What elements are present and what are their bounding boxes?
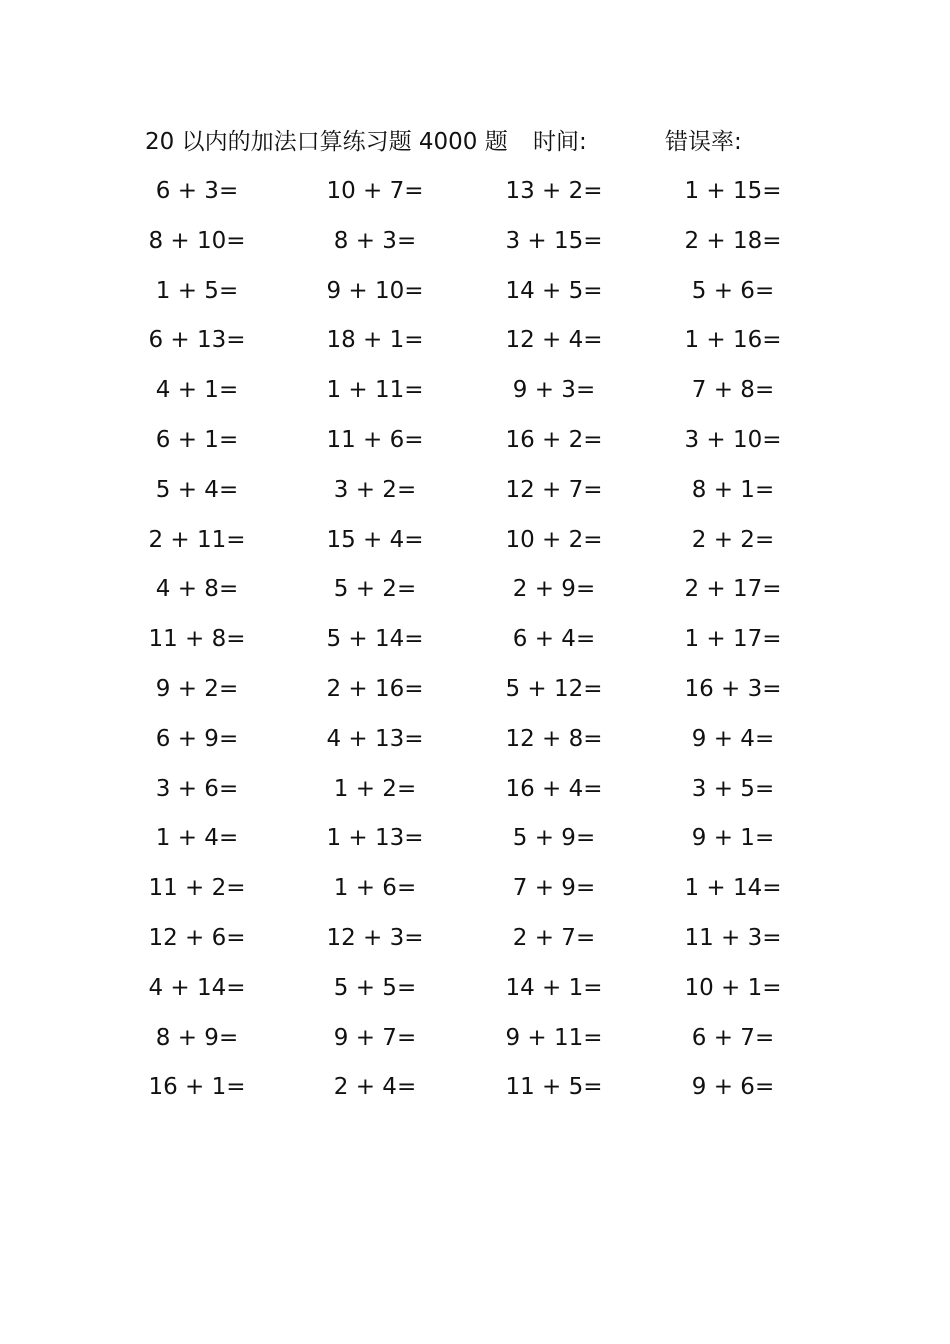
problem-row xyxy=(0,869,950,919)
problem-item: 4 + 1= xyxy=(155,377,239,404)
problem-item: 9 + 4= xyxy=(691,725,775,752)
problem-item: 6 + 4= xyxy=(512,626,596,653)
problem-item: 6 + 3= xyxy=(155,178,239,204)
problem-item: 10 + 1= xyxy=(684,974,782,1001)
problem-item: 1 + 14= xyxy=(684,875,782,902)
problem-item: 8 + 3= xyxy=(333,227,417,254)
problem-item: 9 + 6= xyxy=(691,1074,775,1101)
problem-item: 7 + 9= xyxy=(512,875,596,902)
problem-item: 1 + 17= xyxy=(684,626,782,653)
problem-item: 2 + 16= xyxy=(326,675,424,702)
problem-item: 11 + 5= xyxy=(505,1074,603,1101)
problem-row xyxy=(0,172,950,222)
problem-item: 3 + 5= xyxy=(691,775,775,802)
problem-item: 2 + 7= xyxy=(512,924,596,951)
problem-item: 18 + 1= xyxy=(326,327,424,354)
problem-item: 3 + 15= xyxy=(505,227,603,254)
problem-row xyxy=(0,670,950,720)
problem-item: 1 + 4= xyxy=(155,825,239,852)
problem-row xyxy=(0,222,950,272)
problem-row xyxy=(0,969,950,1019)
problem-item: 1 + 16= xyxy=(684,327,782,354)
problem-item: 12 + 7= xyxy=(505,476,603,503)
problem-item: 9 + 7= xyxy=(333,1024,417,1051)
problem-item: 9 + 10= xyxy=(326,277,424,304)
problem-item: 16 + 1= xyxy=(148,1074,246,1101)
problem-item: 6 + 13= xyxy=(148,327,246,354)
problem-item: 6 + 9= xyxy=(155,725,239,752)
problem-item: 4 + 14= xyxy=(148,974,246,1001)
problem-item: 4 + 8= xyxy=(155,576,239,603)
problem-row xyxy=(0,521,950,571)
problem-item: 1 + 5= xyxy=(155,277,239,304)
problem-item: 5 + 2= xyxy=(333,576,417,603)
problem-item: 1 + 11= xyxy=(326,377,424,404)
problem-item: 2 + 18= xyxy=(684,227,782,254)
problem-item: 2 + 17= xyxy=(684,576,782,603)
problem-item: 1 + 13= xyxy=(326,825,424,852)
problem-item: 8 + 10= xyxy=(148,227,246,254)
problem-item: 13 + 2= xyxy=(505,178,603,204)
problem-row xyxy=(0,371,950,421)
problem-item: 10 + 2= xyxy=(505,526,603,553)
problem-item: 9 + 2= xyxy=(155,675,239,702)
problem-item: 7 + 8= xyxy=(691,377,775,404)
problem-row xyxy=(0,272,950,322)
problem-item: 12 + 3= xyxy=(326,924,424,951)
problem-item: 11 + 2= xyxy=(148,875,246,902)
problem-item: 12 + 6= xyxy=(148,924,246,951)
problem-row xyxy=(0,421,950,471)
problem-item: 12 + 4= xyxy=(505,327,603,354)
problem-item: 6 + 1= xyxy=(155,426,239,453)
worksheet-header xyxy=(145,126,845,158)
problem-item: 16 + 3= xyxy=(684,675,782,702)
problem-item: 1 + 6= xyxy=(333,875,417,902)
problem-item: 14 + 1= xyxy=(505,974,603,1001)
problem-item: 5 + 14= xyxy=(326,626,424,653)
problem-item: 5 + 4= xyxy=(155,476,239,503)
problem-row xyxy=(0,620,950,670)
problem-item: 3 + 10= xyxy=(684,426,782,453)
problem-row xyxy=(0,570,950,620)
problem-item: 5 + 9= xyxy=(512,825,596,852)
problem-row xyxy=(0,919,950,969)
problem-item: 3 + 2= xyxy=(333,476,417,503)
problem-item: 15 + 4= xyxy=(326,526,424,553)
problem-item: 9 + 11= xyxy=(505,1024,603,1051)
problem-item: 9 + 1= xyxy=(691,825,775,852)
problem-item: 8 + 9= xyxy=(155,1024,239,1051)
problem-item: 5 + 5= xyxy=(333,974,417,1001)
problem-item: 16 + 2= xyxy=(505,426,603,453)
worksheet-title: 20 以内的加法口算练习题 4000 题 xyxy=(145,129,508,155)
problem-item: 11 + 6= xyxy=(326,426,424,453)
problem-row xyxy=(0,770,950,820)
problem-item: 2 + 2= xyxy=(691,526,775,553)
problem-item: 3 + 6= xyxy=(155,775,239,802)
problem-item: 8 + 1= xyxy=(691,476,775,503)
time-label: 时间: xyxy=(533,129,587,155)
problem-item: 12 + 8= xyxy=(505,725,603,752)
problem-row xyxy=(0,819,950,869)
problem-item: 4 + 13= xyxy=(326,725,424,752)
problem-row xyxy=(0,720,950,770)
problem-item: 11 + 3= xyxy=(684,924,782,951)
problem-grid xyxy=(0,172,950,1118)
problem-item: 2 + 4= xyxy=(333,1074,417,1101)
problem-item: 14 + 5= xyxy=(505,277,603,304)
problem-row xyxy=(0,1019,950,1069)
problem-item: 16 + 4= xyxy=(505,775,603,802)
error-rate-label: 错误率: xyxy=(665,129,742,155)
problem-row xyxy=(0,471,950,521)
problem-item: 1 + 15= xyxy=(684,178,782,204)
problem-item: 5 + 12= xyxy=(505,675,603,702)
problem-item: 10 + 7= xyxy=(326,178,424,204)
problem-item: 11 + 8= xyxy=(148,626,246,653)
problem-item: 2 + 9= xyxy=(512,576,596,603)
problem-item: 2 + 11= xyxy=(148,526,246,553)
problem-row xyxy=(0,321,950,371)
problem-item: 9 + 3= xyxy=(512,377,596,404)
problem-item: 5 + 6= xyxy=(691,277,775,304)
problem-row xyxy=(0,1068,950,1118)
problem-item: 6 + 7= xyxy=(691,1024,775,1051)
problem-item: 1 + 2= xyxy=(333,775,417,802)
